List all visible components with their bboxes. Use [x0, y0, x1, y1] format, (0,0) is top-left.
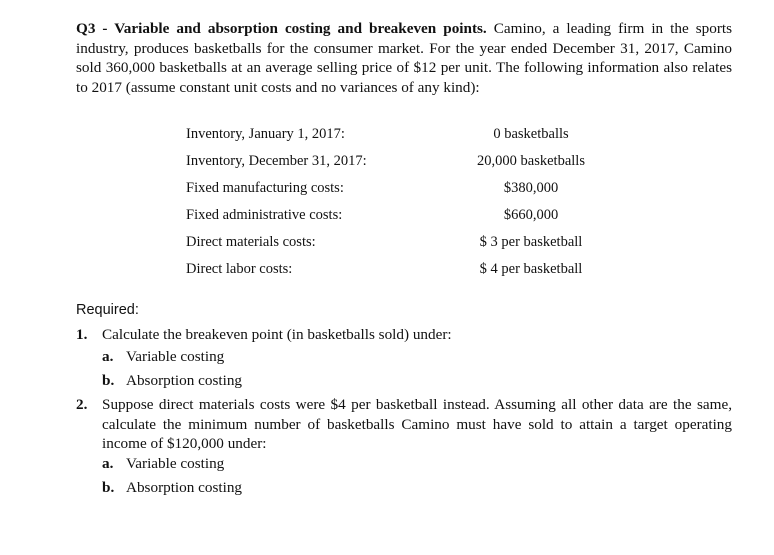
row-value: 20,000 basketballs — [477, 153, 585, 169]
table-row — [186, 148, 606, 175]
table-row — [186, 229, 606, 256]
question-2b — [102, 479, 242, 497]
row-value: $380,000 — [503, 180, 559, 196]
row-label: Inventory, December 31, 2017: — [186, 153, 367, 169]
sub-letter: a. — [102, 455, 114, 472]
row-label: Inventory, January 1, 2017: — [186, 126, 345, 142]
table-row — [186, 256, 606, 283]
question-number: 2. — [76, 396, 88, 413]
required-heading: Required: — [76, 302, 139, 318]
row-value: $ 4 per basketball — [479, 261, 583, 277]
row-label: Fixed administrative costs: — [186, 207, 343, 223]
question-1-text: Calculate the breakeven point (in basketballs sold) under: — [102, 326, 452, 343]
sub-text: Absorption costing — [126, 479, 243, 496]
row-value: 0 basketballs — [493, 126, 569, 142]
question-number: 1. — [76, 326, 88, 343]
row-label: Direct materials costs: — [186, 234, 316, 250]
question-body: Camino, a leading firm in the sports industry, produces basketballs for the consumer market. For the year ended December 31, 2017, Camino sold 360,000 basketballs at an average selling price of $12 per unit. The following information also relates to 2017 (assume constant unit costs and no variances of any kind): — [76, 20, 733, 96]
question-1a — [102, 348, 224, 366]
row-value: $660,000 — [503, 207, 559, 223]
question-intro — [76, 19, 732, 97]
sub-text: Variable costing — [126, 348, 225, 365]
sub-text: Absorption costing — [126, 372, 243, 389]
question-2-text: Suppose direct materials costs were $4 per basketball instead. Assuming all other data are the same, calculate the minimum number of basketballs Camino must have sold to attain a target operating income of $120,000 under: — [102, 396, 732, 453]
row-label: Fixed manufacturing costs: — [186, 180, 344, 196]
question-1b — [102, 372, 242, 390]
cost-data-table — [186, 121, 606, 283]
row-label: Direct labor costs: — [186, 261, 293, 277]
sub-letter: b. — [102, 479, 115, 496]
question-2a — [102, 455, 224, 473]
question-heading: Q3 - Variable and absorption costing and breakeven points. — [76, 20, 487, 37]
table-row — [186, 121, 606, 148]
question-1-number — [76, 325, 102, 345]
question-2-number — [76, 395, 102, 415]
table-row — [186, 202, 606, 229]
sub-letter: a. — [102, 348, 114, 365]
table-row — [186, 175, 606, 202]
sub-text: Variable costing — [126, 455, 225, 472]
row-value: $ 3 per basketball — [479, 234, 583, 250]
sub-letter: b. — [102, 372, 115, 389]
